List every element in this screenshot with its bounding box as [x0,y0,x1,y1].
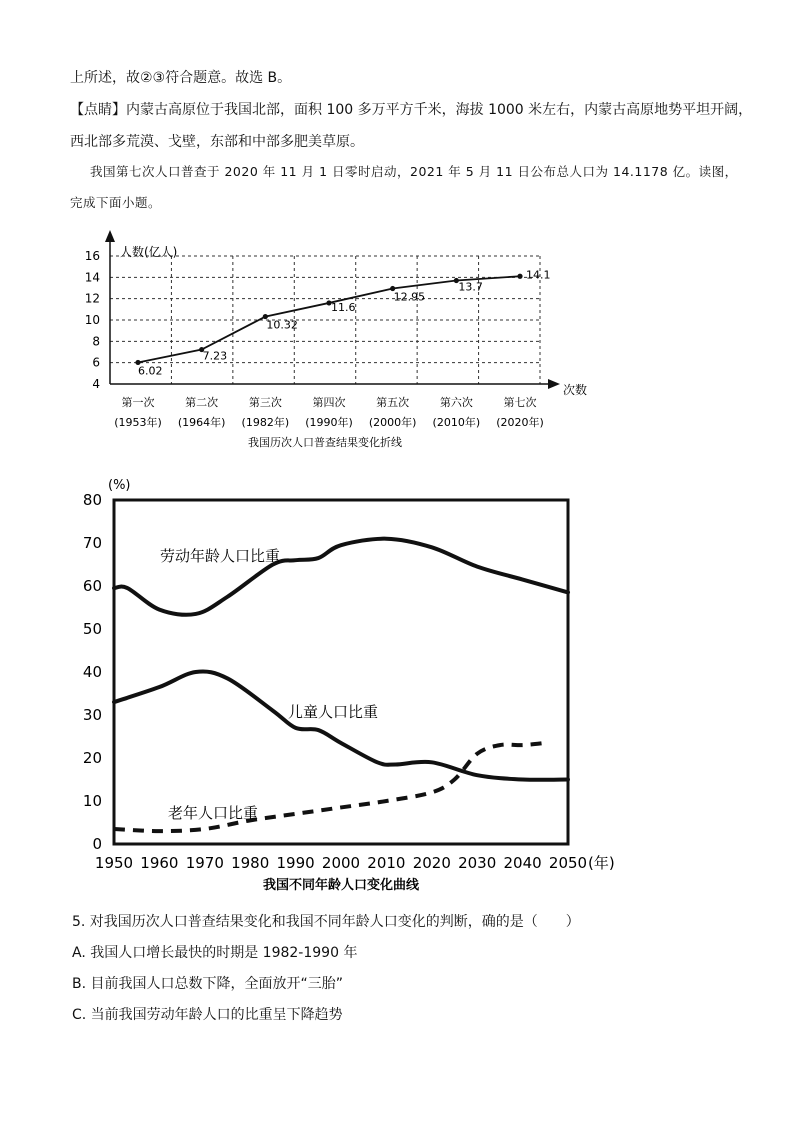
y-tick-label: 20 [82,749,102,767]
y-tick-label: 80 [82,491,102,509]
x-year-label: (2010年) [432,416,481,429]
data-label: 14.1 [526,268,551,282]
x-tick-label: 1990 [276,854,315,872]
x-category-label: 第二次 [185,396,219,409]
y-tick-label: 40 [82,663,102,681]
x-category-label: 第五次 [376,396,410,409]
option-a[interactable]: A. 我国人口增长最快的时期是 1982-1990 年 [72,945,358,961]
y-axis-label: (%) [108,478,131,493]
x-axis-label: 次数 [563,383,588,397]
x-year-label: (1982年) [241,416,290,429]
x-category-label: 第三次 [248,396,282,409]
x-year-label: (1953年) [114,416,162,429]
y-tick-label: 12 [84,291,100,306]
x-axis-arrow [548,379,560,389]
x-tick-label: 2000 [321,854,361,872]
y-tick-label: 70 [82,534,102,552]
x-tick-label: 1980 [231,854,270,872]
y-tick-label: 14 [84,270,100,285]
age-structure-chart [60,472,640,902]
y-axis-label: 人数(亿人) [120,245,178,259]
x-tick-label: 2010 [367,854,406,872]
chart-title: 我国历次人口普查结果变化折线 [248,436,402,449]
text-line-3: 西北部多荒漠、戈壁，东部和中部多肥美草原。 [70,134,364,150]
text-line-2: 【点睛】内蒙古高原位于我国北部，面积 100 多万平方千米，海拔 1000 米左右，内蒙古高原地势平坦开阔， [70,102,753,118]
data-label: 11.6 [331,300,356,314]
x-tick-label: 2040 [503,854,542,872]
text-line-1: 上所述，故②③符合题意。故选 B。 [70,70,292,86]
x-year-label: (2020年) [496,416,544,429]
intro-line-2: 完成下面小题。 [70,195,162,210]
question-stem: 5. 对我国历次人口普查结果变化和我国不同年龄人口变化的判断，确的是（ ） [72,914,580,930]
y-tick-label: 8 [92,334,100,349]
x-tick-label: 1970 [185,854,224,872]
x-tick-label: 2030 [458,854,497,872]
data-label: 12.95 [393,290,426,304]
series-label: 儿童人口比重 [288,703,379,721]
x-year-label: (2000年) [368,416,417,429]
census-line-chart [80,228,600,458]
series-label: 劳动年龄人口比重 [160,547,281,565]
y-tick-label: 50 [82,620,102,638]
x-category-label: 第四次 [312,396,346,409]
data-label: 6.02 [138,364,163,378]
y-axis-arrow [105,230,115,242]
data-label: 10.32 [266,318,298,332]
x-category-label: 第七次 [503,396,537,409]
data-label: 13.7 [458,280,483,294]
x-category-label: 第一次 [121,396,155,409]
x-year-label: (1964年) [177,416,226,429]
y-tick-label: 6 [92,355,100,370]
intro-line-1: 我国第七次人口普查于 2020 年 11 月 1 日零时启动，2021 年 5 月 11 日公布总人口为 14.1178 亿。读图， [90,164,738,179]
y-tick-label: 16 [84,249,100,263]
series-label: 老年人口比重 [168,804,259,822]
x-tick-label: 2050 [548,854,588,872]
x-year-label: (1990年) [305,416,353,429]
y-tick-label: 0 [92,835,102,853]
option-c[interactable]: C. 当前我国劳动年龄人口的比重呈下降趋势 [72,1007,343,1023]
x-tick-label: 2020 [412,854,451,872]
y-tick-label: 10 [84,313,100,327]
data-label: 7.23 [202,349,228,363]
series-curve-1 [114,671,568,779]
y-tick-label: 30 [82,706,102,724]
y-tick-label: 4 [92,377,100,391]
x-axis-label: (年) [588,854,615,872]
option-b[interactable]: B. 目前我国人口总数下降，全面放开“三胎” [72,976,344,992]
y-tick-label: 10 [82,792,102,810]
data-point [517,274,522,279]
x-tick-label: 1960 [140,854,179,872]
x-tick-label: 1950 [94,854,134,872]
y-tick-label: 60 [82,577,102,595]
x-category-label: 第六次 [439,396,473,409]
chart-title: 我国不同年龄人口变化曲线 [262,878,420,893]
